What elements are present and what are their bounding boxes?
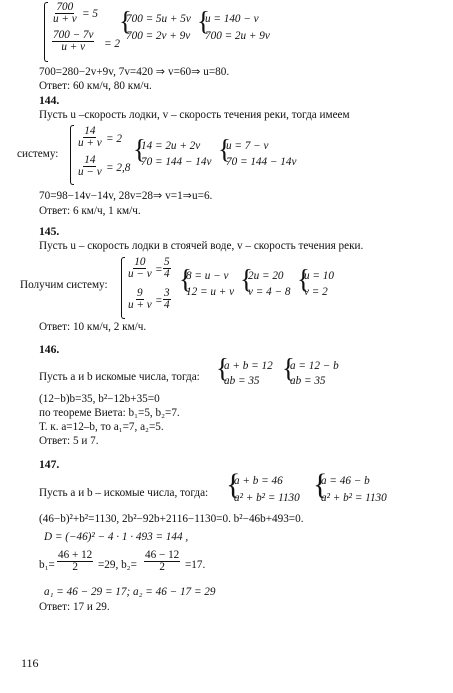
fraction: $\frac{3}{4}$	[164, 287, 170, 312]
fraction: $\frac{700}{u + v}$	[53, 1, 77, 26]
brace	[44, 2, 48, 62]
answer: Ответ: 60 км/ч, 80 км/ч.	[39, 80, 152, 92]
fraction: $\frac{46 + 12}{2}$	[58, 549, 93, 574]
system-brace-char: {	[119, 6, 132, 36]
system-line: 70 = 144 − 14v	[141, 156, 212, 168]
text-line: (46−b)²+b²=1130, 2b²−92b+2116−1130=0. b²−46b+493=0.	[39, 513, 304, 525]
fraction-rhs: = 2	[106, 133, 122, 145]
text-line: =29, b₂=	[98, 559, 137, 571]
system-line: u = 7 − v	[226, 140, 269, 152]
system-line: a + b = 12	[224, 360, 273, 372]
problem-number: 145.	[39, 225, 60, 238]
fraction: $\frac{9}{u + v}$	[128, 287, 152, 312]
text-line: 700=280−2v+9v, 7v=420 ⇒ v=60⇒ u=80.	[39, 66, 230, 78]
problem-number: 144.	[39, 94, 60, 107]
brace	[70, 125, 74, 185]
system-line: 2u = 20	[248, 270, 284, 282]
system-line: u = 10	[304, 270, 334, 282]
system-line: a² + b² = 1130	[234, 492, 300, 504]
system-brace-char: {	[218, 134, 231, 164]
text-line: =17.	[185, 559, 206, 571]
fraction: $\frac{14}{u + v}$	[78, 125, 102, 150]
system-line: a = 12 − b	[290, 360, 339, 372]
fraction: $\frac{14}{u - v}$	[78, 154, 102, 179]
system-brace-char: {	[282, 353, 295, 383]
system-line: 14 = 2u + 2v	[141, 140, 201, 152]
brace	[121, 257, 125, 319]
answer: Ответ: 17 и 29.	[39, 601, 110, 613]
fraction-rhs: = 2	[104, 38, 120, 50]
problem-text: Пусть a и b – искомые числа, тогда:	[39, 487, 209, 499]
system-brace-char: {	[216, 353, 229, 383]
text-line: b₁=	[39, 559, 55, 571]
fraction: $\frac{5}{4}$	[164, 256, 170, 281]
page-number: 116	[21, 656, 39, 670]
system-line: 70 = 144 − 14v	[226, 156, 297, 168]
problem-text: Пусть u – скорость лодки в стоячей воде, v – скорость течения реки.	[39, 240, 364, 252]
system-line: a + b = 46	[234, 475, 283, 487]
system-brace-char: {	[313, 468, 328, 501]
system-line: u = 140 − v	[205, 13, 259, 25]
answer: Ответ: 6 км/ч, 1 км/ч.	[39, 205, 141, 217]
problem-text: Пусть u –скорость лодки, v – скорость течения реки, тогда имеем	[39, 109, 350, 121]
system-brace-char: {	[226, 468, 241, 501]
fraction: $\frac{46 - 12}{2}$	[145, 549, 180, 574]
system-line: v = 4 − 8	[248, 286, 291, 298]
system-brace-char: {	[297, 264, 310, 294]
system-brace-char: {	[197, 6, 210, 36]
text-line: по теореме Виета: b₁=5, b₂=7.	[39, 407, 180, 419]
system-brace-char: {	[240, 264, 253, 294]
fraction-equals: =	[155, 295, 163, 307]
system-line: 12 = u + v	[186, 286, 235, 298]
text-line: Т. к. a=12–b, то a₁=7, a₂=5.	[39, 421, 164, 433]
text-line: (12−b)b=35, b²−12b+35=0	[39, 393, 160, 405]
system-prefix: систему:	[17, 148, 59, 160]
system-line: 700 = 2u + 9v	[205, 30, 270, 42]
system-line: 700 = 2v + 9v	[126, 30, 191, 42]
text-line: a₁ = 46 − 29 = 17; a₂ = 46 − 17 = 29	[44, 586, 216, 598]
text-line: 70=98−14v−14v, 28v=28⇒ v=1⇒u=6.	[39, 190, 213, 202]
fraction: $\frac{700 - 7v}{u + v}$	[53, 29, 94, 54]
system-brace-char: {	[133, 134, 146, 164]
system-prefix: Получим систему:	[20, 279, 108, 291]
system-brace-char: {	[179, 264, 192, 294]
system-line: ab = 35	[290, 375, 326, 387]
system-line: 700 = 5u + 5v	[126, 13, 191, 25]
fraction-rhs: = 5	[82, 8, 98, 20]
answer: Ответ: 10 км/ч, 2 км/ч.	[39, 321, 147, 333]
text-line: D = (−46)² − 4 · 1 · 493 = 144 ,	[44, 531, 189, 543]
problem-text: Пусть a и b искомые числа, тогда:	[39, 371, 200, 383]
fraction: $\frac{10}{u - v}$	[128, 256, 152, 281]
fraction-rhs: = 2,8	[106, 162, 131, 174]
system-line: a = 46 − b	[321, 475, 370, 487]
answer: Ответ: 5 и 7.	[39, 435, 99, 447]
system-line: ab = 35	[224, 375, 260, 387]
system-line: a² + b² = 1130	[321, 492, 387, 504]
problem-number: 146.	[39, 343, 60, 356]
problem-number: 147.	[39, 458, 60, 471]
fraction-equals: =	[155, 264, 163, 276]
system-line: 8 = u − v	[186, 270, 229, 282]
system-line: v = 2	[304, 286, 328, 298]
